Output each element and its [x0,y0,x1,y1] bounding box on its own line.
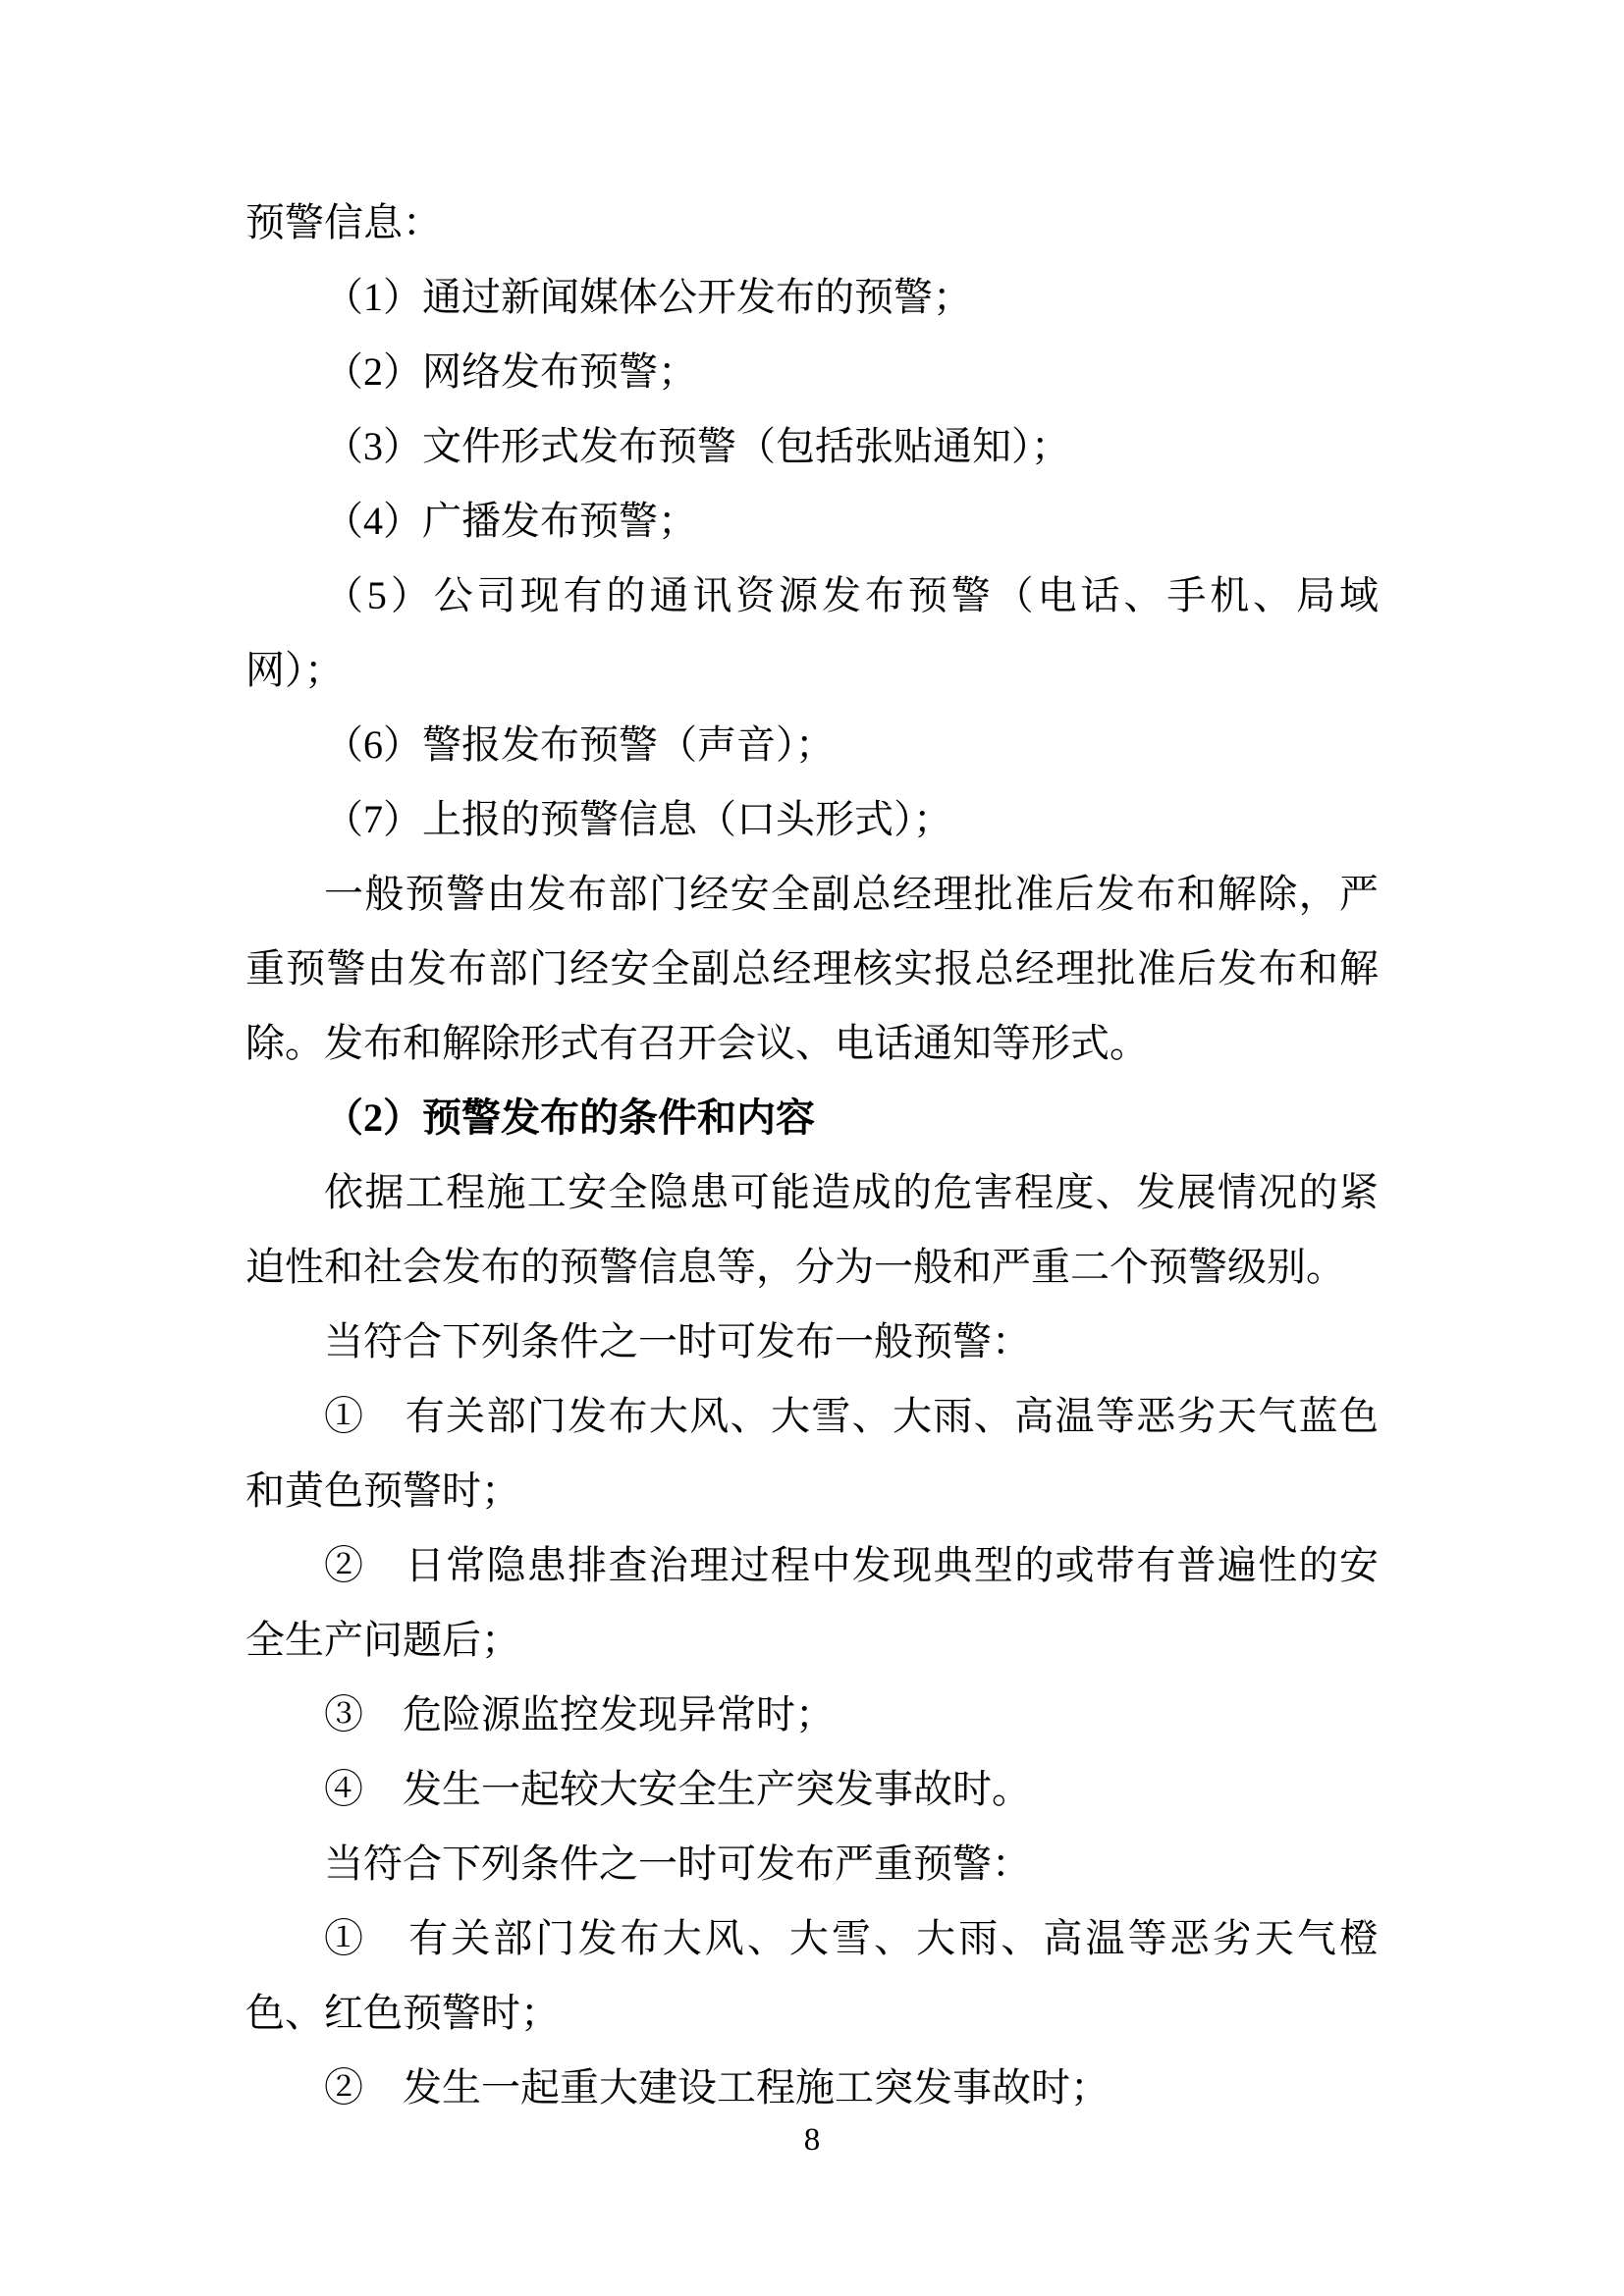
list-item-4: （4）广播发布预警； [324,499,697,543]
list-item-3: （3）文件形式发布预警（包括张贴通知）； [324,424,1070,468]
severe-condition-1: ① 有关部门发布大风、大雪、大雨、高温等恶劣天气橙色、红色预警时； [245,1916,1379,2035]
page-number: 8 [803,2122,821,2158]
paragraph-intro-tail: 预警信息： [245,200,442,244]
list-item-6: （6）警报发布预警（声音）； [324,722,835,767]
paragraph-general-intro: 当符合下列条件之一时可发布一般预警： [324,1319,1031,1363]
list-item-5: （5）公司现有的通讯资源发布预警（电话、手机、局域网）； [245,573,1379,692]
heading-conditions: （2）预警发布的条件和内容 [324,1095,815,1140]
list-item-7: （7）上报的预警信息（口头形式）； [324,797,952,841]
severe-condition-2: ② 发生一起重大建设工程施工突发事故时； [324,2065,1110,2109]
list-item-1: （1）通过新闻媒体公开发布的预警； [324,275,972,319]
paragraph-severe-intro: 当符合下列条件之一时可发布严重预警： [324,1842,1031,1886]
document-text [245,186,1379,2125]
general-condition-4: ④ 发生一起较大安全生产突发事故时。 [324,1767,1031,1811]
list-item-2: （2）网络发布预警； [324,349,697,394]
general-condition-3: ③ 危险源监控发现异常时； [324,1692,835,1736]
paragraph-basis: 依据工程施工安全隐患可能造成的危害程度、发展情况的紧迫性和社会发布的预警信息等，分为一般和严重二个预警级别。 [245,1170,1379,1289]
paragraph-approval: 一般预警由发布部门经安全副总经理批准后发布和解除，严重预警由发布部门经安全副总经理核实报总经理批准后发布和解除。发布和解除形式有召开会议、电话通知等形式。 [245,872,1379,1065]
general-condition-1: ① 有关部门发布大风、大雪、大雨、高温等恶劣天气蓝色和黄色预警时； [245,1394,1379,1513]
general-condition-2: ② 日常隐患排查治理过程中发现典型的或带有普遍性的安全生产问题后； [245,1543,1379,1662]
